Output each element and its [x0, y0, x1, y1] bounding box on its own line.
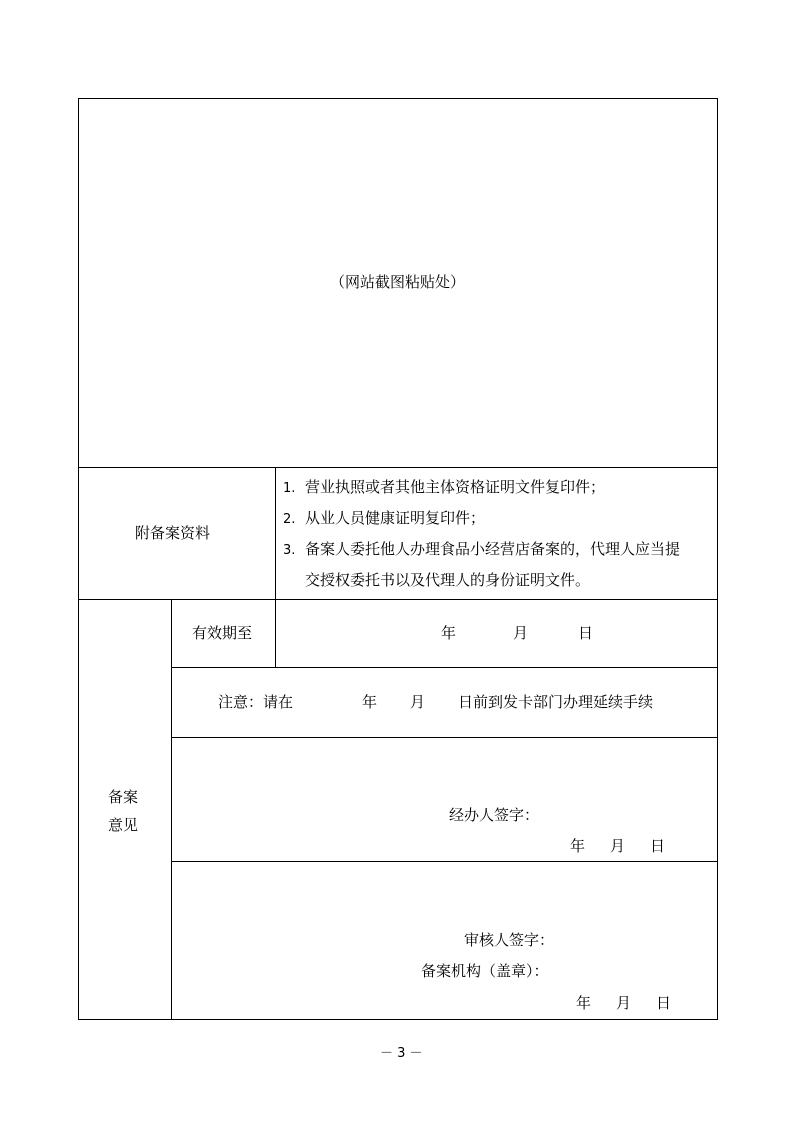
opinion-label-line2: 意见 [108, 816, 139, 834]
opinion-label-line1: 备案 [108, 788, 139, 806]
attachment-item-1: 1. 营业执照或者其他主体资格证明文件复印件； [283, 478, 606, 496]
attachment-item-2: 2. 从业人员健康证明复印件； [283, 509, 486, 527]
reviewer-signature-label: 审核人签字： [464, 931, 555, 949]
handler-signature-label: 经办人签字： [449, 806, 540, 824]
validity-day: 日 [578, 624, 594, 642]
attachment-item-3: 3. 备案人委托他人办理食品小经营店备案的，代理人应当提 [283, 540, 681, 558]
validity-month: 月 [513, 624, 529, 642]
row-divider-opinion [78, 599, 718, 600]
page-number: － 3 － [380, 1046, 423, 1061]
notice-month: 月 [410, 693, 426, 711]
reviewer-day: 日 [656, 994, 672, 1012]
handler-month: 月 [610, 837, 626, 855]
handler-day: 日 [650, 837, 666, 855]
notice-prefix: 注意：请在 [218, 693, 294, 711]
attachments-label: 附备案资料 [135, 524, 211, 542]
row-divider-notice [171, 737, 718, 738]
row-divider-validity [171, 667, 718, 668]
validity-label: 有效期至 [192, 624, 253, 642]
attachment-item-3-continued: 交授权委托书以及代理人的身份证明文件。 [305, 571, 591, 589]
row-divider-attachments [78, 467, 718, 468]
row-divider-handler [171, 861, 718, 862]
screenshot-placeholder-text: （网站截图粘贴处） [330, 273, 466, 291]
notice-year: 年 [362, 693, 378, 711]
filing-form-table [78, 98, 718, 1020]
col-divider-attachments [275, 467, 276, 600]
handler-year: 年 [570, 837, 586, 855]
reviewer-year: 年 [576, 994, 592, 1012]
notice-suffix: 日前到发卡部门办理延续手续 [458, 693, 654, 711]
agency-seal-label: 备案机构（盖章）： [421, 962, 549, 980]
validity-year: 年 [441, 624, 457, 642]
col-divider-opinion-label [171, 599, 172, 1020]
reviewer-month: 月 [616, 994, 632, 1012]
col-divider-validity [275, 599, 276, 668]
